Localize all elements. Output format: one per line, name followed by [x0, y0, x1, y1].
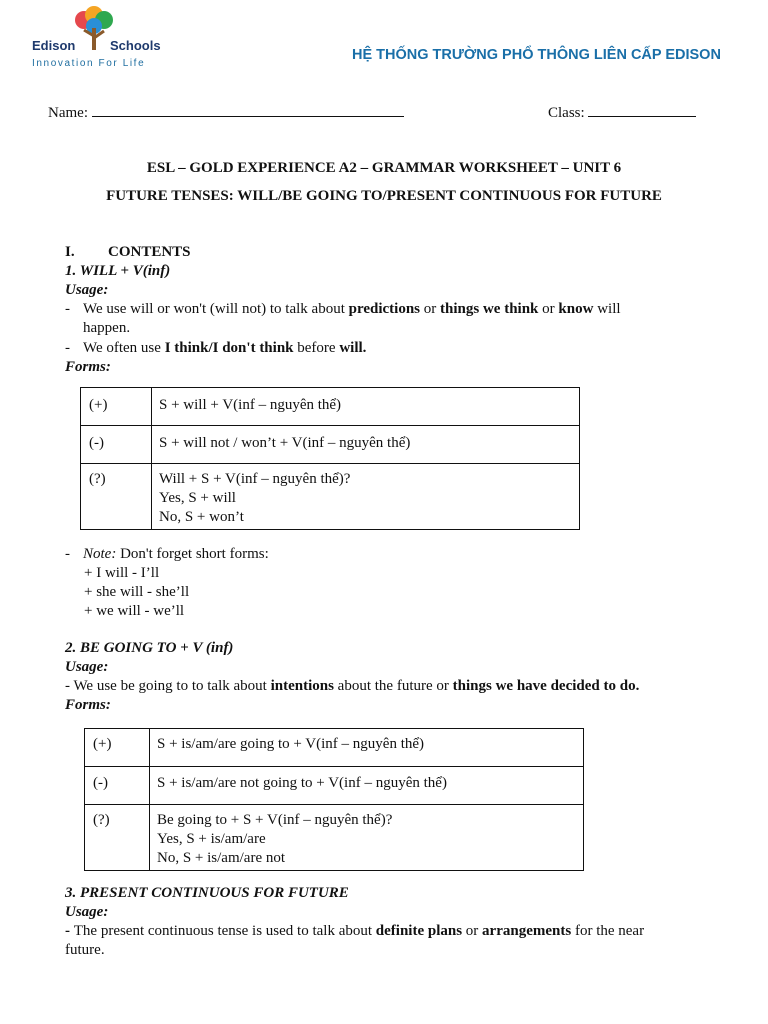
- edison-logo: [30, 6, 170, 70]
- form-sign: (+): [85, 729, 150, 767]
- logo-tagline: Innovation For Life: [32, 58, 146, 69]
- will-usage-label: Usage:: [65, 282, 109, 298]
- will-forms-table: [80, 387, 580, 530]
- short-form-item: + we will - we’ll: [84, 603, 185, 619]
- form-rule: S + is/am/are going to + V(inf – nguyên thể): [150, 729, 584, 767]
- form-rule: Be going to + S + V(inf – nguyên thể)? Yes, S + is/am/are No, S + is/am/are not: [150, 805, 584, 871]
- section-number: I.: [65, 244, 75, 260]
- will-forms-label: Forms:: [65, 359, 111, 375]
- form-sign: (-): [85, 767, 150, 805]
- section-heading: CONTENTS: [108, 244, 191, 260]
- worksheet-title: ESL – GOLD EXPERIENCE A2 – GRAMMAR WORKSHEET – UNIT 6: [146, 160, 622, 176]
- will-heading: 1. WILL + V(inf): [65, 263, 171, 279]
- table-row: [85, 729, 584, 767]
- logo-right-text: Schools: [110, 38, 161, 53]
- going-to-forms-label: Forms:: [65, 697, 111, 713]
- table-row: [85, 767, 584, 805]
- short-form-item: + I will - I’ll: [84, 565, 160, 581]
- going-to-forms-table: [84, 728, 584, 871]
- going-to-heading: 2. BE GOING TO + V (inf): [65, 640, 234, 656]
- logo-left-text: Edison: [32, 38, 76, 53]
- name-label: Name:: [48, 105, 88, 121]
- form-sign: (+): [81, 388, 152, 426]
- table-row: [81, 464, 580, 530]
- short-form-item: + she will - she’ll: [84, 584, 190, 600]
- name-blank[interactable]: [92, 102, 404, 117]
- will-usage-1: - We use will or won't (will not) to talk about predictions or things we think or know will: [65, 301, 621, 317]
- form-rule: S + will not / won’t + V(inf – nguyên thể): [152, 426, 580, 464]
- going-to-usage: - We use be going to to talk about intentions about the future or things we have decided to do.: [65, 678, 640, 694]
- will-usage-2: - We often use I think/I don't think before will.: [65, 340, 367, 356]
- form-rule: S + will + V(inf – nguyên thể): [152, 388, 580, 426]
- class-blank[interactable]: [588, 102, 696, 117]
- class-label: Class:: [548, 105, 585, 121]
- table-row: [85, 805, 584, 871]
- school-system-name: HỆ THỐNG TRƯỜNG PHỔ THÔNG LIÊN CẤP EDISON: [352, 47, 721, 63]
- form-sign: (?): [81, 464, 152, 530]
- present-continuous-usage: - The present continuous tense is used to talk about definite plans or arrangements for the near: [65, 923, 645, 939]
- present-continuous-heading: 3. PRESENT CONTINUOUS FOR FUTURE: [65, 885, 349, 901]
- table-row: [81, 426, 580, 464]
- will-note: - Note: Don't forget short forms:: [65, 546, 269, 562]
- form-rule: S + is/am/are not going to + V(inf – nguyên thể): [150, 767, 584, 805]
- class-field[interactable]: [548, 102, 696, 123]
- table-row: [81, 388, 580, 426]
- form-rule: Will + S + V(inf – nguyên thể)? Yes, S + will No, S + won’t: [152, 464, 580, 530]
- form-sign: (-): [81, 426, 152, 464]
- will-usage-1-cont: happen.: [83, 320, 131, 336]
- worksheet-subtitle: FUTURE TENSES: WILL/BE GOING TO/PRESENT CONTINUOUS FOR FUTURE: [106, 188, 662, 204]
- form-sign: (?): [85, 805, 150, 871]
- present-continuous-usage-cont: future.: [65, 942, 105, 958]
- name-field[interactable]: [48, 102, 404, 123]
- going-to-usage-label: Usage:: [65, 659, 109, 675]
- present-continuous-usage-label: Usage:: [65, 904, 109, 920]
